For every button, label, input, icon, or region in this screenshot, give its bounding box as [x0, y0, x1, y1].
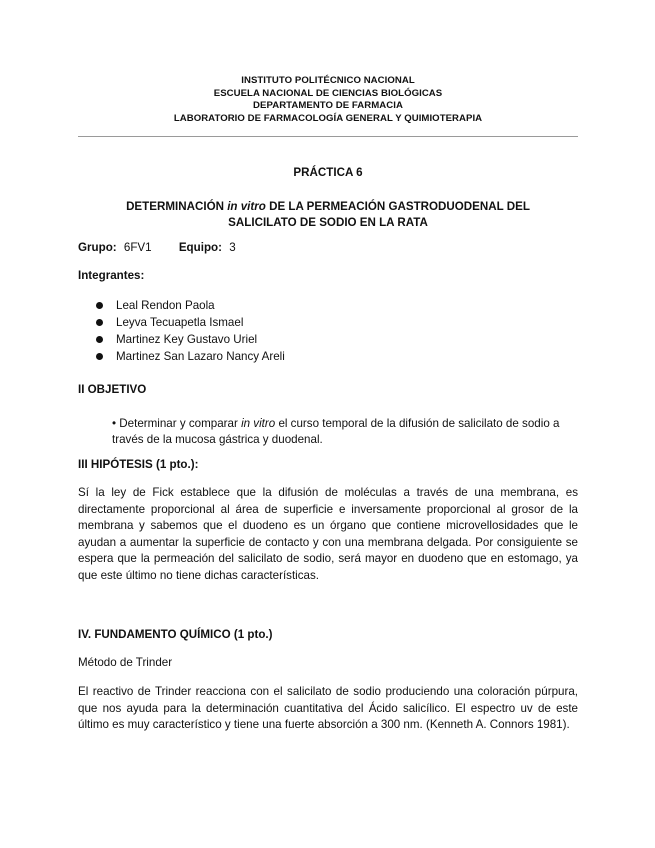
department-name: DEPARTAMENTO DE FARMACIA	[253, 100, 403, 111]
list-item	[96, 348, 285, 365]
team-value: 3	[229, 241, 236, 254]
member-name: Martinez Key Gustavo Uriel	[116, 333, 258, 346]
laboratory-name: LABORATORIO DE FARMACOLOGÍA GENERAL Y QUIMIOTERAPIA	[173, 112, 483, 124]
fundamento-text: El reactivo de Trinder reacciona con el salicilato de sodio produciendo una coloración púrpura, que nos ayuda para la determinación cuantitativa del Ácido salicílico. El espectro uv de este último es muy característico y tiene una fuerte absorción a 300 nm. (Kenneth A. Connors 1981).	[78, 685, 578, 732]
bullet-icon	[96, 336, 103, 343]
group-row	[78, 241, 236, 254]
member-name: Leyva Tecuapetla Ismael	[116, 316, 244, 329]
hypothesis-heading: III HIPÓTESIS (1 pto.):	[78, 458, 199, 471]
fundamento-heading: IV. FUNDAMENTO QUÍMICO (1 pto.)	[78, 628, 273, 641]
list-item	[96, 297, 285, 314]
list-item	[96, 331, 285, 348]
group-label: Grupo:	[78, 241, 117, 254]
practice-title-line-1	[78, 199, 578, 215]
practice-number: PRÁCTICA 6	[293, 166, 363, 179]
document-header	[78, 75, 578, 125]
header-divider	[78, 136, 578, 137]
bullet-icon	[96, 302, 103, 309]
team-label: Equipo:	[178, 241, 222, 254]
practice-title	[78, 199, 578, 231]
objective-heading: II OBJETIVO	[78, 383, 147, 396]
title-line1-rest: DE LA PERMEACIÓN GASTRODUODENAL DEL	[265, 200, 530, 213]
objective-text-italic: in vitro	[241, 417, 276, 430]
objective-text-rest: el curso temporal de la difusión de salicilato de sodio a través de la mucosa gástrica y duodenal.	[112, 417, 560, 446]
title-prefix: DETERMINACIÓN	[126, 200, 228, 213]
bullet-icon	[96, 353, 103, 360]
member-name: Leal Rendon Paola	[116, 299, 215, 312]
group-value: 6FV1	[123, 241, 152, 254]
bullet-icon	[96, 319, 103, 326]
method-name: Método de Trinder	[78, 656, 173, 669]
hypothesis-text: Sí la ley de Fick establece que la difusión de moléculas a través de una membrana, es directamente proporcional al área de superficie e inversamente proporcional al grosor de la membrana y sabemos que el duodeno es un órgano que contiene microvellosidades que le ayudan a aumentar la superficie de contacto y con una membrana delgada. Por consiguiente se espera que la permeación del salicilato de sodio, será mayor en duodeno que en estomago, ya que este último no tiene dichas características.	[78, 486, 578, 582]
list-item	[96, 314, 285, 331]
school-name: ESCUELA NACIONAL DE CIENCIAS BIOLÓGICAS	[213, 87, 443, 99]
objective-text-start: • Determinar y comparar	[112, 417, 242, 430]
member-name: Martinez San Lazaro Nancy Areli	[116, 350, 285, 363]
institution-name: INSTITUTO POLITÉCNICO NACIONAL	[241, 75, 415, 86]
title-italic: in vitro	[227, 200, 266, 213]
objective-text	[112, 416, 572, 448]
members-list	[96, 297, 285, 365]
practice-title-line-2: SALICILATO DE SODIO EN LA RATA	[228, 216, 428, 229]
members-label: Integrantes:	[78, 269, 145, 282]
